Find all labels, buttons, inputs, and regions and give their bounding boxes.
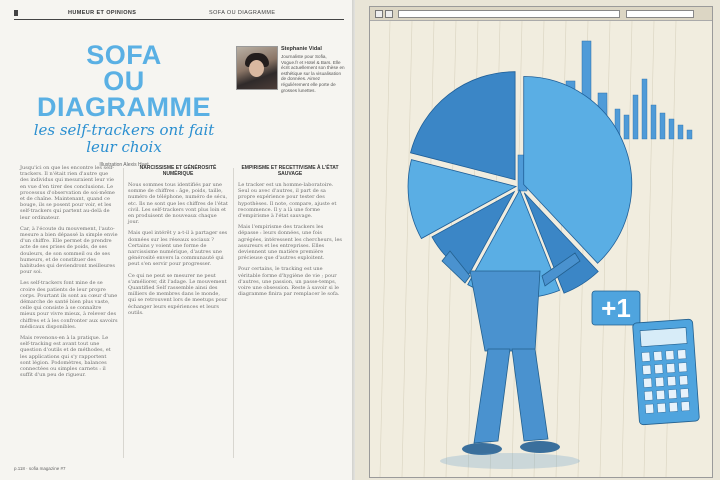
right-shoe — [520, 441, 560, 453]
bar — [687, 130, 692, 139]
calculator-key — [642, 365, 651, 375]
bar — [624, 115, 629, 139]
sketch-line — [424, 21, 434, 477]
right-page — [355, 0, 720, 480]
author-name: Stephanie Vidal — [281, 46, 322, 52]
sketch-line — [380, 21, 390, 477]
bar — [633, 95, 638, 139]
calculator-key — [655, 377, 664, 387]
shadow — [440, 453, 580, 469]
bar — [642, 79, 647, 139]
calculator-key — [681, 401, 690, 411]
article-column-3 — [238, 165, 342, 302]
paragraph: Mais revenons-en à la pratique. Le self-tracking est avant tout une question d'outils et de méthodes, et les applications qui s'y rapportent sont légion. Podomètres, balances connectées ou simples carnets : il suffit d'un peu de rigueur. — [20, 335, 111, 379]
calculator-key — [667, 376, 676, 386]
article-column-1 — [20, 165, 118, 384]
calculator-key — [679, 376, 688, 386]
bar — [651, 105, 656, 139]
column-heading: NARCISSISME ET GÉNÉROSITÉ NUMÉRIQUE — [139, 165, 217, 177]
article-subtitle: les self-trackers ont fait leur choix — [33, 121, 215, 156]
paragraph: Ce qui ne peut se mesurer ne peut s'améliorer, dit l'adage. Le mouvement Quantified Self rassemble ainsi des milliers de membres dans le monde, qui se retrouvent lors de meetups pour échanger leurs expériences et leurs outils. — [128, 272, 228, 316]
calculator-key — [678, 363, 687, 373]
forward-icon — [385, 10, 393, 18]
article-title-block — [20, 42, 228, 168]
paragraph: Pour certains, le tracking est une véritable forme d'hygiène de vie ; pour d'autres, une passion, un passe-temps, voire une obsession. Reste à savoir si le diagramme finira par remplacer le sofa. — [238, 266, 340, 298]
paragraph: Car, à l'écoute du mouvement, l'auto-mesure a bien dépassé la simple envie d'un chiffre. Elle permet de prendre acte de ses prises de poids, de ses douleurs, de son sommeil ou de ses humeurs, et de constituer des habitudes qui deviendront meilleures pour soi. — [20, 225, 118, 276]
author-photo — [236, 46, 278, 90]
left-leg — [474, 349, 510, 443]
pie-slice — [524, 77, 632, 264]
calculator-key — [666, 363, 675, 373]
right-leg — [512, 349, 548, 441]
calculator-screen — [640, 328, 687, 347]
page-header — [14, 10, 344, 22]
article-title-line1: SOFA — [86, 40, 162, 70]
paragraph: Le tracker est un homme-laboratoire. Seul ou avec d'autres, il part de sa propre expérience pour tester des hypothèses. Il note, compare, ajuste et recommence. Il y a là une forme d'empirisme à l'état sauvage. — [238, 182, 337, 220]
running-title: SOFA OU DIAGRAMME — [209, 10, 276, 16]
author-bio: Journaliste pour Sofia, Vogue.fr et Hotel & Bars. Elle écrit actuellement son thèse en esthétique sur la visualisation de données. Aimez régulièrement elle porte de grosses lunettes. — [281, 54, 345, 93]
author-face — [249, 60, 264, 77]
calculator-key — [680, 388, 689, 398]
paragraph: Nous sommes tous identifiés par une somme de chiffres : âge, poids, taille, numéro de téléphone, numéro de sécu, etc. Ils ne sont que les chiffres de l'état civil. Les self-trackers vont plus loin et en produisent de nouveaux chaque jour. — [128, 182, 228, 226]
browser-toolbar — [370, 7, 712, 21]
column-heading: EMPIRISME ET RECETTIVISME À L'ÉTAT SAUVAGE — [241, 165, 339, 177]
callout-text: +1 — [601, 293, 631, 323]
calculator-key — [643, 378, 652, 388]
address-bar — [398, 10, 620, 18]
section-label: HUMEUR ET OPINIONS — [68, 10, 137, 16]
bar — [660, 113, 665, 139]
article-title-line2: OU DIAGRAMME — [37, 66, 211, 122]
browser-window-illustration — [369, 6, 713, 478]
article-column-2 — [128, 165, 228, 321]
torso — [470, 271, 540, 351]
calculator-key — [669, 402, 678, 412]
calculator-key — [654, 364, 663, 374]
paragraph: Mais quel intérêt y a-t-il à partager ses données sur les réseaux sociaux ? Certains y voient une forme de narcissisme numérique, d'autres une générosité envers la communauté qui peut s'en servir pour progresser. — [128, 230, 228, 268]
bar — [669, 119, 674, 139]
calculator-key — [666, 350, 675, 360]
back-icon — [375, 10, 383, 18]
bar — [678, 125, 683, 139]
paragraph: Mais l'empirisme des trackers les dépasse : leurs données, une fois agrégées, intéressent les chercheurs, les assureurs et les entreprises. Elles deviennent une matière première précieuse que d'autres exploitent. — [238, 224, 342, 262]
left-page — [0, 0, 355, 480]
person-figure — [440, 251, 580, 469]
sketch-line — [622, 21, 632, 477]
calculator-key — [644, 391, 653, 401]
illustration-art — [370, 21, 712, 477]
calculator-icon — [633, 319, 700, 425]
calculator-key — [645, 404, 654, 414]
column-divider — [123, 168, 124, 458]
page-folio: p.118 · sofia magazine #7 — [14, 466, 66, 471]
illustration-credit: Illustration Alexis Huet — [99, 162, 149, 168]
paragraph: Les self-trackers font mine de se croire des patients de leur propre corps. Pourtant ils sont au cœur d'une démarche de santé bien plus vaste, celle qui consiste à se connaître mieux pour vivre mieux, à relever des chiffres et à les confronter aux savoirs médicaux disponibles. — [20, 280, 118, 330]
search-box — [626, 10, 694, 18]
column-divider — [233, 168, 234, 458]
calculator-key — [668, 389, 677, 399]
calculator-key — [642, 352, 651, 362]
paragraph: Jusqu'ici on que les encontre les self-trackers. Il n'était rien d'autre que des individus qui mesuraient leur vie en vue d'en tirer des conclusions. Le processus d'observation de soi-même et de chaîne. Maintenant, quand ce bouge, ils se posent pour voir, et les self-trackers qui partent au-delà de leur ordinateur. — [20, 165, 115, 221]
bars-side-group — [606, 79, 692, 139]
sketch-line — [402, 21, 412, 477]
calculator-key — [678, 350, 687, 360]
plus-one-callout — [592, 291, 640, 325]
calculator-key — [656, 390, 665, 400]
header-rule — [14, 19, 344, 20]
calculator-key — [654, 351, 663, 361]
calculator-key — [657, 403, 666, 413]
